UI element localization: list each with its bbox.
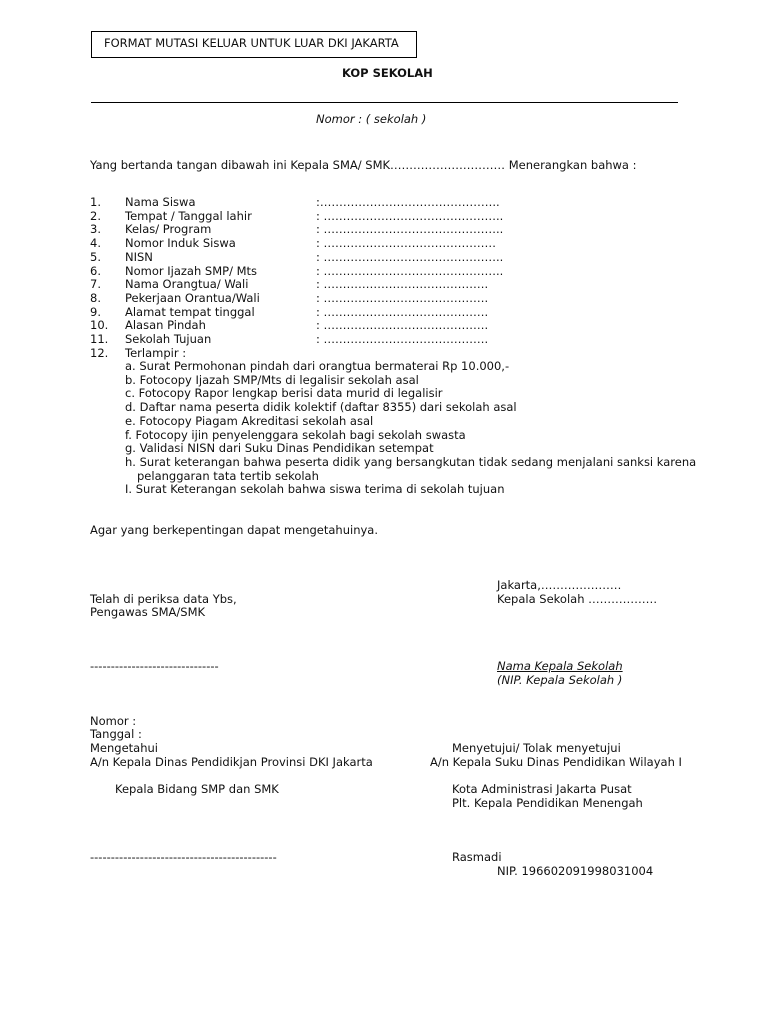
attachment-item: a. Surat Permohonan pindah dari orangtua bermaterai Rp 10.000,- (125, 359, 510, 373)
attachment-item: b. Fotocopy Ijazah SMP/Mts di legalisir sekolah asal (125, 372, 419, 387)
kabid-signature-line: --------------------------------------------- (90, 850, 277, 864)
kabid-label: Kepala Bidang SMP dan SMK (115, 782, 279, 796)
field-number: 7. (90, 277, 101, 292)
attachment-item: e. Fotocopy Piagam Akreditasi sekolah asal (125, 413, 374, 428)
format-title-box (91, 31, 417, 58)
field-number: 9. (90, 304, 101, 319)
bottom-nomor: Nomor : (90, 714, 137, 728)
field-label: Tempat / Tanggal lahir (125, 208, 252, 223)
sudin-head-nip: NIP. 196602091998031004 (497, 864, 654, 878)
field-label: Nama Orangtua/ Wali (125, 277, 249, 292)
field-label: Alamat tempat tinggal (125, 304, 255, 319)
plt-label: Plt. Kepala Pendidikan Menengah (452, 796, 643, 810)
field-label: Pekerjaan Orantua/Wali (125, 290, 260, 305)
attachment-item: h. Surat keterangan bahwa peserta didik yang bersangkutan tidak sedang menjalani sanksi karena (125, 454, 697, 469)
principal-nip: (NIP. Kepala Sekolah ) (497, 673, 623, 687)
menyetujui-label: Menyetujui/ Tolak menyetujui (452, 741, 621, 755)
closing-text: Agar yang berkepentingan dapat mengetahuinya. (90, 523, 378, 537)
field-number: 5. (90, 249, 101, 264)
field-value: : ……………………………………. (316, 318, 489, 333)
field-label: Terlampir : (125, 345, 187, 360)
principal-role: Kepala Sekolah ……………… (497, 592, 658, 606)
supervisor-role: Pengawas SMA/SMK (90, 605, 206, 619)
attachment-item: pelanggaran tata tertib sekolah (137, 468, 319, 483)
an-sudin-right: A/n Kepala Suku Dinas Pendidikan Wilayah I (430, 755, 682, 769)
sudin-head-name: Rasmadi (452, 850, 502, 864)
field-label: Nomor Induk Siswa (125, 236, 236, 251)
nomor-sekolah: Nomor : ( sekolah ) (316, 112, 427, 126)
field-value: : ……………………………………….. (316, 222, 504, 237)
checked-text: Telah di periksa data Ybs, (90, 592, 237, 606)
field-value: : ……………………………………….. (316, 208, 504, 223)
attachment-item: c. Fotocopy Rapor lengkap berisi data murid di legalisir (125, 386, 443, 401)
kop-sekolah: KOP SEKOLAH (342, 66, 433, 80)
header-divider (91, 102, 678, 103)
field-number: 4. (90, 236, 101, 251)
field-value: : ……………………………………. (316, 277, 489, 292)
field-value: : ……………………………………. (316, 290, 489, 305)
attachment-item: g. Validasi NISN dari Suku Dinas Pendidikan setempat (125, 441, 434, 456)
field-number: 2. (90, 208, 101, 223)
field-value: : ……………………………………… (316, 236, 497, 251)
field-number: 10. (90, 318, 109, 333)
field-value: : ……………………………………. (316, 332, 489, 346)
field-number: 3. (90, 222, 101, 237)
field-number: 8. (90, 290, 101, 305)
an-dinas-left: A/n Kepala Dinas Pendidikjan Provinsi DKI Jakarta (90, 755, 373, 769)
kota-label: Kota Administrasi Jakarta Pusat (452, 782, 632, 796)
field-number: 1. (90, 195, 101, 209)
field-label: Nama Siswa (125, 195, 196, 209)
attachment-item: f. Fotocopy ijin penyelenggara sekolah bagi sekolah swasta (125, 427, 466, 442)
field-value: : ……………………………………….. (316, 263, 504, 278)
field-number: 6. (90, 263, 101, 278)
field-number: 12. (90, 345, 109, 360)
principal-name: Nama Kepala Sekolah (497, 659, 623, 673)
field-label: Nomor Ijazah SMP/ Mts (125, 263, 258, 278)
field-number: 11. (90, 332, 109, 346)
field-value: :……………………………………….. (316, 195, 500, 209)
field-label: Sekolah Tujuan (125, 332, 212, 346)
field-label: Kelas/ Program (125, 222, 212, 237)
format-title: FORMAT MUTASI KELUAR UNTUK LUAR DKI JAKARTA (104, 36, 399, 50)
field-label: Alasan Pindah (125, 318, 206, 333)
field-label: NISN (125, 249, 153, 264)
supervisor-signature-line: ------------------------------- (90, 659, 219, 673)
attachment-item: d. Daftar nama peserta didik kolektif (daftar 8355) dari sekolah asal (125, 400, 517, 415)
field-value: : ……………………………………. (316, 304, 489, 319)
attachment-item: I. Surat Keterangan sekolah bahwa siswa terima di sekolah tujuan (125, 482, 505, 497)
city-date: Jakarta,………………… (497, 578, 622, 592)
intro-text: Yang bertanda tangan dibawah ini Kepala SMA/ SMK………………………… Menerangkan bahwa : (90, 158, 637, 172)
mengetahui-label: Mengetahui (90, 741, 158, 755)
field-value: : ……………………………………….. (316, 249, 504, 264)
bottom-tanggal: Tanggal : (90, 727, 142, 741)
